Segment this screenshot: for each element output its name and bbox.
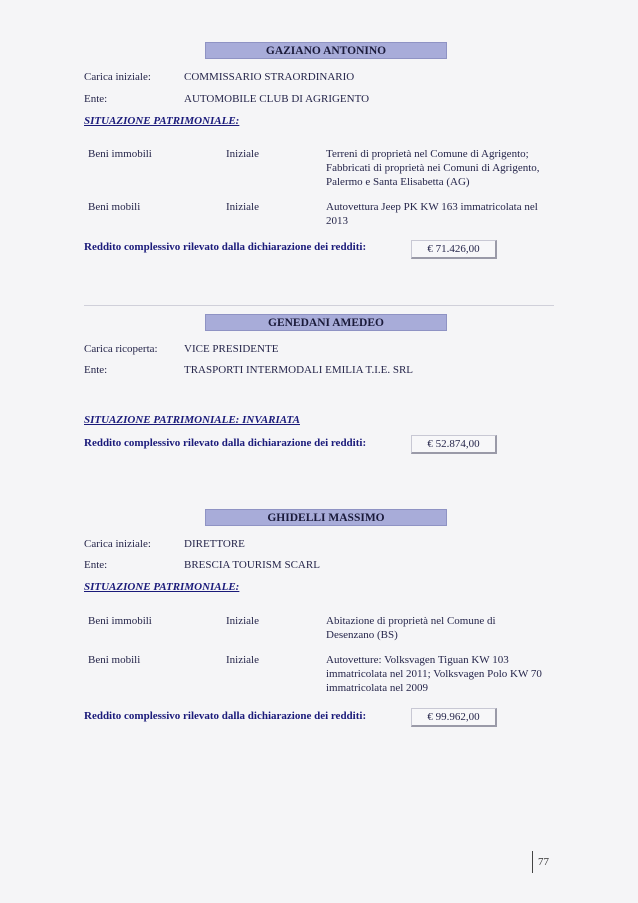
situation-title: SITUAZIONE PATRIMONIALE: — [84, 581, 240, 593]
person-name-header: GENEDANI AMEDEO — [205, 314, 447, 331]
role-value: DIRETTORE — [184, 538, 245, 550]
income-label: Reddito complessivo rilevato dalla dichiarazione dei redditi: — [84, 710, 367, 722]
asset-status: Iniziale — [226, 201, 259, 213]
asset-status: Iniziale — [226, 615, 259, 627]
asset-description-line: Autovettura Jeep PK KW 163 immatricolata nel — [326, 201, 538, 213]
situation-title: SITUAZIONE PATRIMONIALE: — [84, 115, 240, 127]
asset-description-line: 2013 — [326, 215, 348, 227]
asset-description-line: Desenzano (BS) — [326, 629, 398, 641]
income-label: Reddito complessivo rilevato dalla dichiarazione dei redditi: — [84, 241, 367, 253]
page-number: 77 — [538, 856, 549, 868]
asset-description-line: Terreni di proprietà nel Comune di Agrigento; — [326, 148, 529, 160]
entity-value: TRASPORTI INTERMODALI EMILIA T.I.E. SRL — [184, 364, 414, 376]
asset-type: Beni immobili — [88, 148, 152, 160]
income-value-box: € 71.426,00 — [411, 240, 497, 259]
page-number-rule — [532, 851, 533, 873]
section-divider — [84, 305, 554, 306]
role-label: Carica ricoperta: — [84, 343, 158, 355]
asset-description-line: Fabbricati di proprietà nei Comuni di Agrigento, — [326, 162, 540, 174]
role-value: COMMISSARIO STRAORDINARIO — [184, 71, 355, 83]
person-name-header: GAZIANO ANTONINO — [205, 42, 447, 59]
entity-value: BRESCIA TOURISM SCARL — [184, 559, 320, 571]
asset-status: Iniziale — [226, 148, 259, 160]
role-label: Carica iniziale: — [84, 538, 151, 550]
asset-description-line: Autovetture: Volksvagen Tiguan KW 103 — [326, 654, 509, 666]
entity-label: Ente: — [84, 559, 108, 571]
income-label: Reddito complessivo rilevato dalla dichiarazione dei redditi: — [84, 437, 367, 449]
asset-status: Iniziale — [226, 654, 259, 666]
role-label: Carica iniziale: — [84, 71, 151, 83]
asset-description-line: immatricolata nel 2011; Volksvagen Polo KW 70 — [326, 668, 542, 680]
entity-label: Ente: — [84, 364, 108, 376]
situation-title: SITUAZIONE PATRIMONIALE: INVARIATA — [84, 414, 300, 426]
person-name-header: GHIDELLI MASSIMO — [205, 509, 447, 526]
asset-description-line: immatricolata nel 2009 — [326, 682, 429, 694]
entity-value: AUTOMOBILE CLUB DI AGRIGENTO — [184, 93, 370, 105]
income-value-box: € 52.874,00 — [411, 435, 497, 454]
asset-type: Beni mobili — [88, 201, 141, 213]
role-value: VICE PRESIDENTE — [184, 343, 279, 355]
income-value-box: € 99.962,00 — [411, 708, 497, 727]
asset-description-line: Palermo e Santa Elisabetta (AG) — [326, 176, 470, 188]
entity-label: Ente: — [84, 93, 108, 105]
asset-description-line: Abitazione di proprietà nel Comune di — [326, 615, 496, 627]
asset-type: Beni mobili — [88, 654, 141, 666]
asset-type: Beni immobili — [88, 615, 152, 627]
